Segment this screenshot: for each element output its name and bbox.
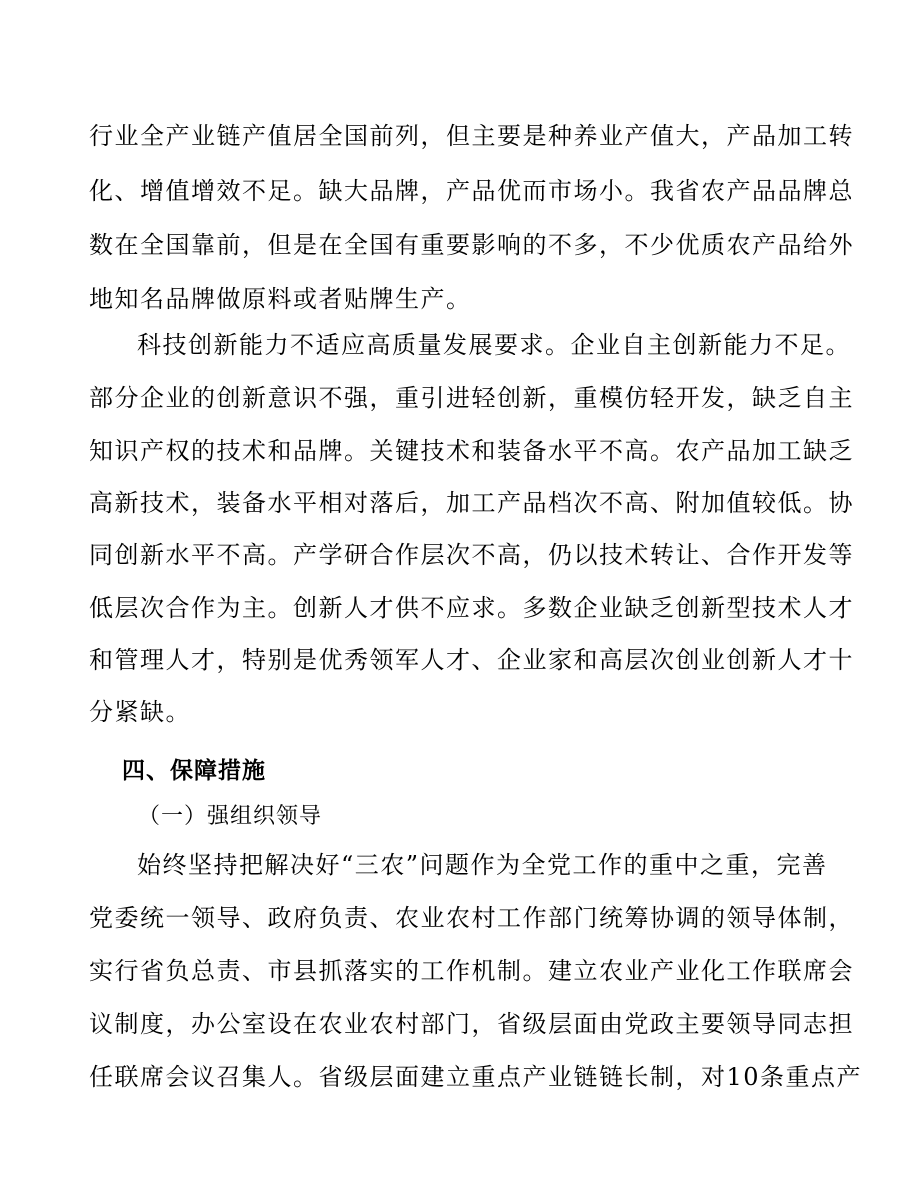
- paragraph-2-line-8: 分紧缺。: [89, 698, 191, 726]
- paragraph-2-line-2: 部分企业的创新意识不强，重引进轻创新，重模仿轻开发，缺乏自主: [89, 384, 854, 412]
- paragraph-1-line-2: 化、增值增效不足。缺大品牌，产品优而市场小。我省农产品品牌总: [89, 177, 854, 205]
- paragraph-1-line-3: 数在全国靠前，但是在全国有重要影响的不多，不少优质农产品给外: [89, 231, 854, 259]
- paragraph-2-line-3: 知识产权的技术和品牌。关键技术和装备水平不高。农产品加工缺乏: [89, 437, 854, 465]
- paragraph-2-line-7: 和管理人才，特别是优秀领军人才、企业家和高层次创业创新人才十: [89, 646, 854, 674]
- paragraph-2-line-6: 低层次合作为主。创新人才供不应求。多数企业缺乏创新型技术人才: [89, 594, 854, 622]
- paragraph-1-line-1: 行业全产业链产值居全国前列，但主要是种养业产值大，产品加工转: [89, 122, 854, 150]
- paragraph-3-line-1: 始终坚持把解决好“三农”问题作为全党工作的重中之重，完善: [137, 851, 828, 879]
- paragraph-2-line-5: 同创新水平不高。产学研合作层次不高，仍以技术转让、合作开发等: [89, 541, 854, 569]
- paragraph-3-line-3: 实行省负总责、市县抓落实的工作机制。建立农业产业化工作联席会: [89, 957, 854, 985]
- paragraph-2-line-4: 高新技术，装备水平相对落后，加工产品档次不高、附加值较低。协: [89, 489, 854, 517]
- paragraph-1-line-4: 地知名品牌做原料或者贴牌生产。: [89, 285, 472, 313]
- subsection-heading: （一）强组织领导: [138, 804, 323, 829]
- paragraph-2-line-1: 科技创新能力不适应高质量发展要求。企业自主创新能力不足。: [137, 331, 851, 359]
- paragraph-3-line-5: 任联席会议召集人。省级层面建立重点产业链链长制，对10条重点产: [89, 1063, 863, 1091]
- section-heading: 四、保障措施: [122, 758, 266, 784]
- paragraph-3-line-4: 议制度，办公室设在农业农村部门，省级层面由党政主要领导同志担: [89, 1010, 854, 1038]
- paragraph-3-line-2: 党委统一领导、政府负责、农业农村工作部门统筹协调的领导体制，: [89, 904, 854, 932]
